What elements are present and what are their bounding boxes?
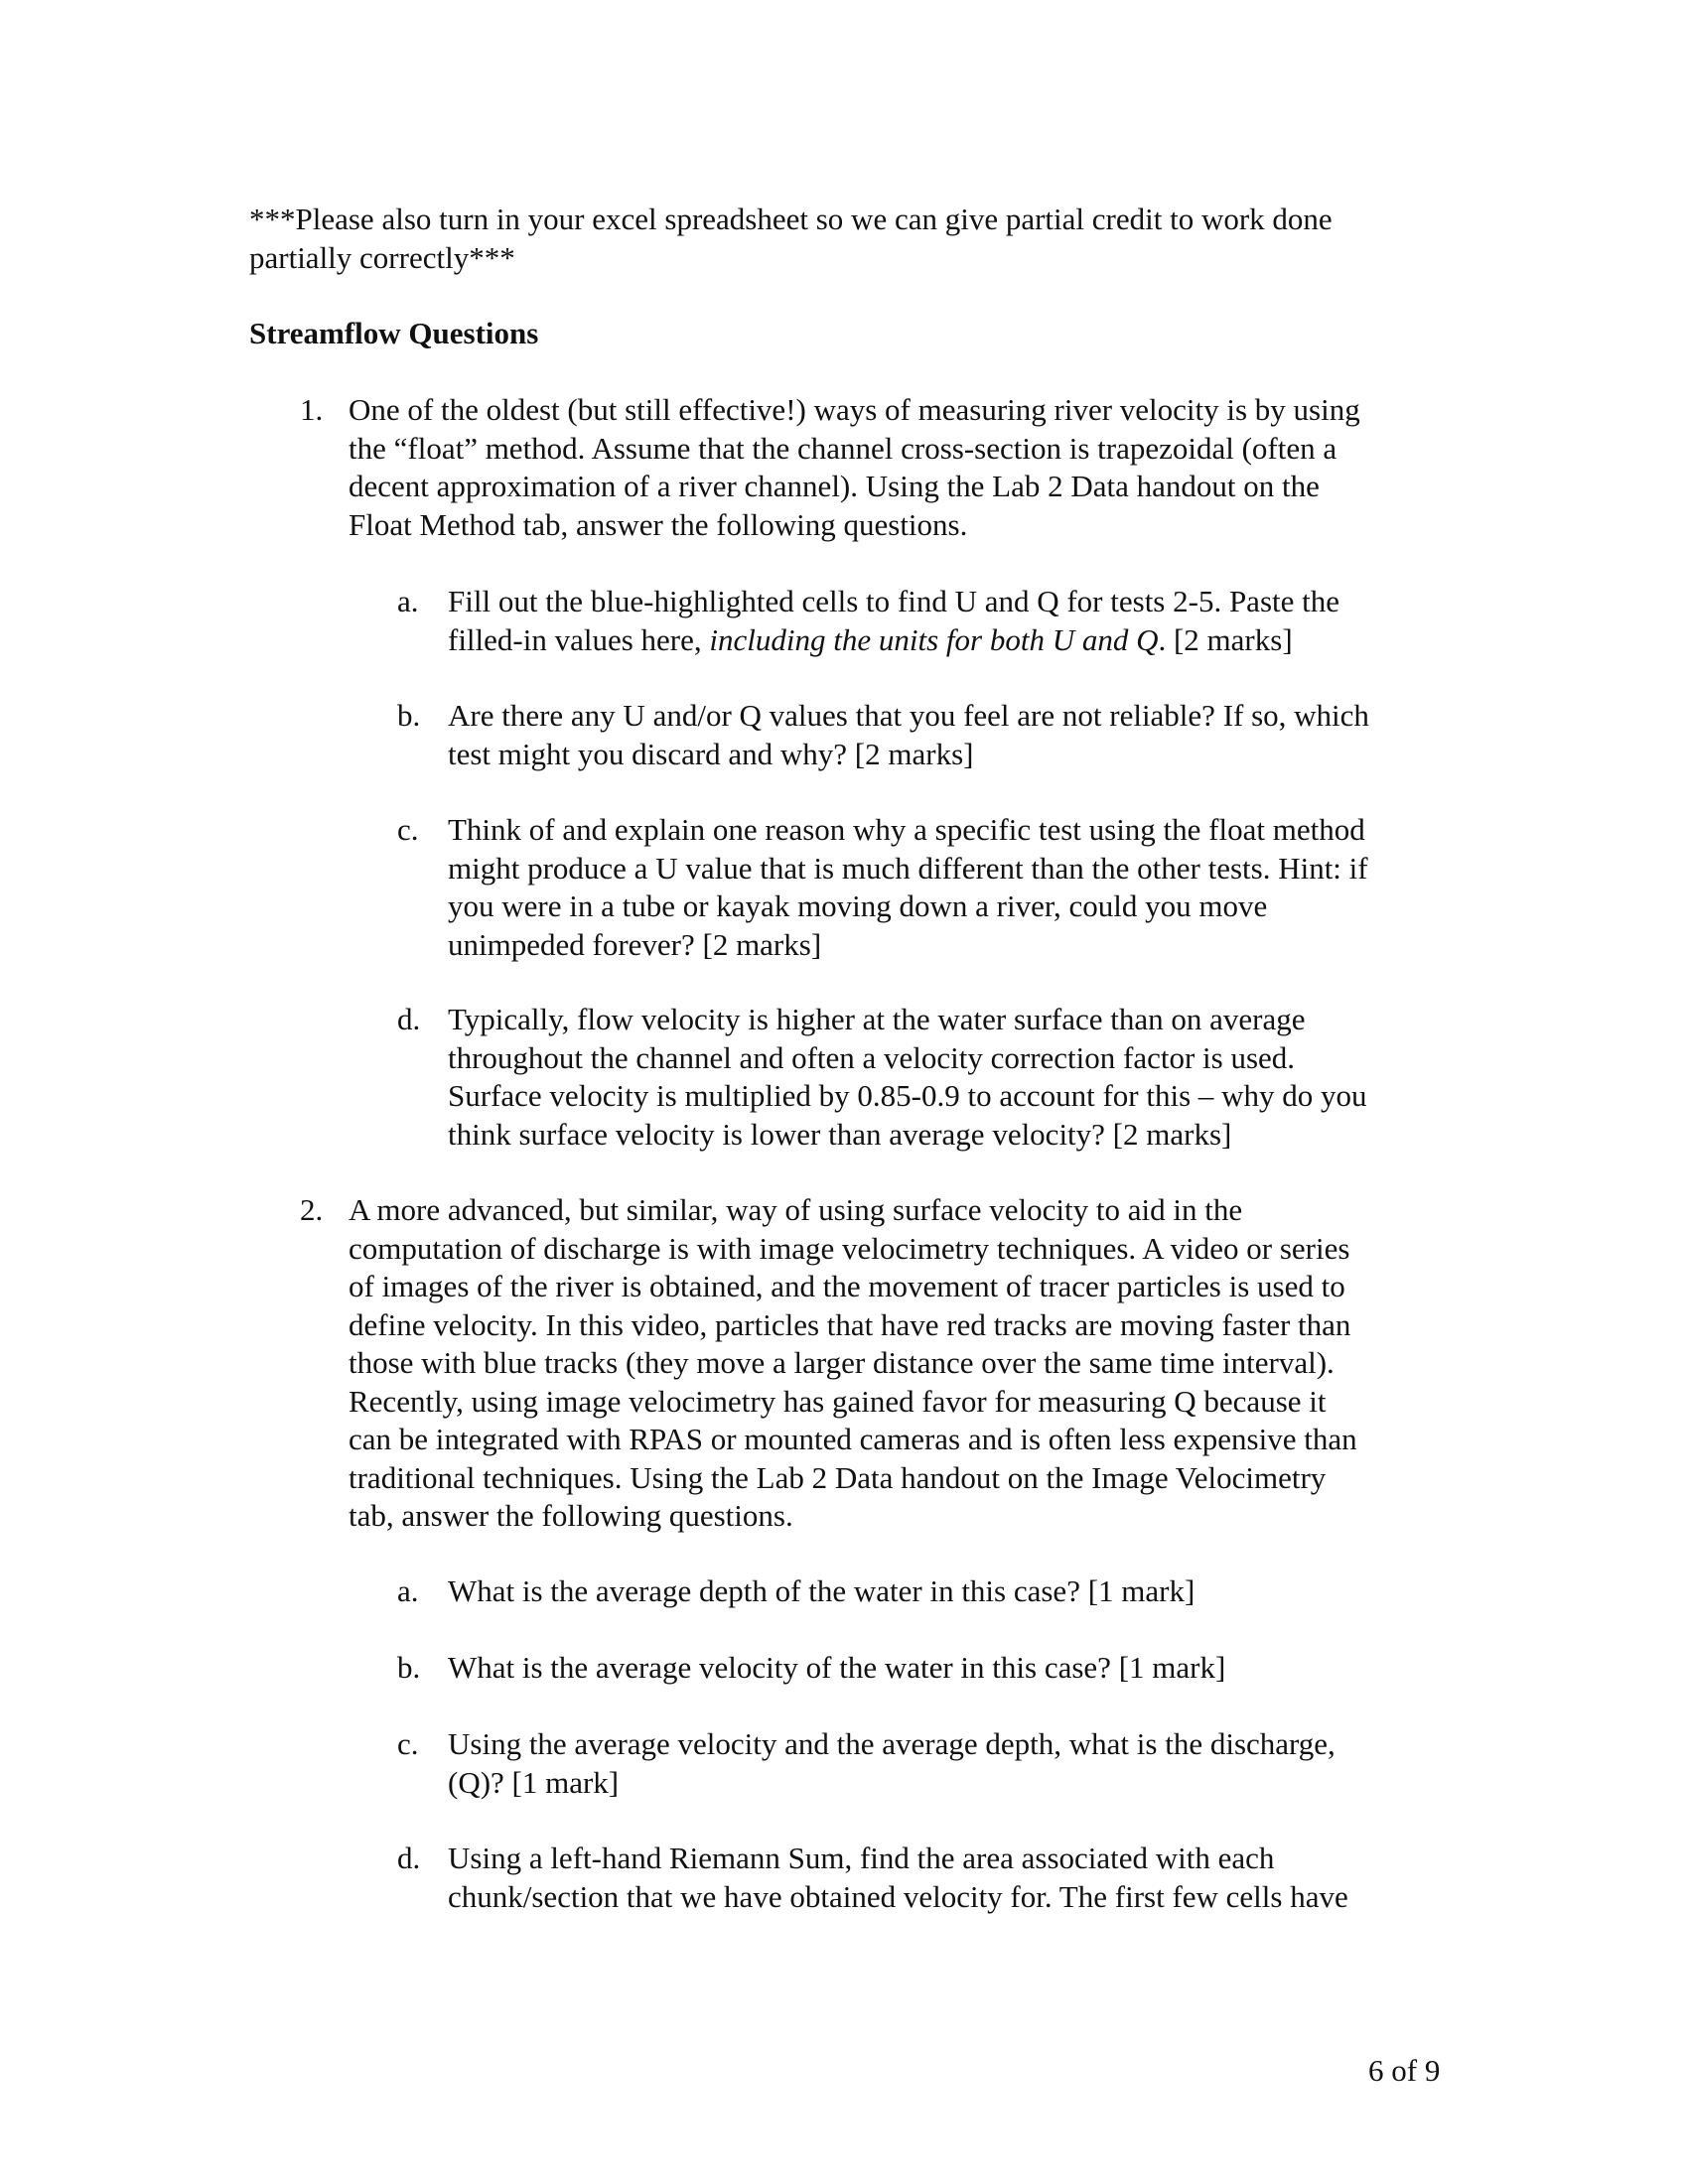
q2-line: can be integrated with RPAS or mounted cameras and is often less expensive than — [349, 1422, 1357, 1456]
q2a-letter: a. — [397, 1573, 419, 1608]
q2c-line: Using the average velocity and the average depth, what is the discharge, — [448, 1726, 1336, 1761]
q2d-line: Using a left-hand Riemann Sum, find the area associated with each — [448, 1841, 1275, 1875]
q1a-line-end: . [2 marks] — [1158, 621, 1293, 657]
q1d-line: Surface velocity is multiplied by 0.85-0.9 to account for this – why do you — [448, 1078, 1367, 1113]
q2b-line: What is the average velocity of the water in this case? [1 mark] — [448, 1650, 1226, 1685]
submission-note — [249, 201, 1480, 277]
q1d-line: think surface velocity is lower than average velocity? [2 marks] — [448, 1116, 1232, 1152]
q1c-line: you were in a tube or kayak moving down a river, could you move — [448, 888, 1268, 923]
q1c-line: unimpeded forever? [2 marks] — [448, 926, 822, 962]
q2-line: traditional techniques. Using the Lab 2 Data handout on the Image Velocimetry — [349, 1459, 1327, 1495]
q2b-text — [448, 1649, 1471, 1688]
page-number: 6 of 9 — [1368, 2053, 1441, 2088]
q2b-letter: b. — [397, 1650, 421, 1685]
q2-line: define velocity. In this video, particles that have red tracks are moving faster than — [349, 1306, 1351, 1342]
q1a-line-start: filled-in values here, — [448, 621, 710, 657]
q2-line: A more advanced, but similar, way of using surface velocity to aid in the — [349, 1192, 1243, 1227]
note-line-2: partially correctly*** — [249, 239, 515, 275]
q1d-line: Typically, flow velocity is higher at the water surface than on average — [448, 1002, 1306, 1036]
q2-line: those with blue tracks (they move a larger distance over the same time interval). — [349, 1345, 1335, 1380]
q1c-text — [448, 811, 1471, 964]
q1b-line: Are there any U and/or Q values that you feel are not reliable? If so, which — [448, 698, 1369, 733]
question-2-text — [349, 1191, 1461, 1536]
q2d-letter: d. — [397, 1841, 421, 1875]
q1a-line: Fill out the blue-highlighted cells to find U and Q for tests 2-5. Paste the — [448, 584, 1340, 618]
q1a-text — [448, 583, 1471, 659]
q1a-units-emphasis: including the units for both U and Q — [709, 621, 1159, 657]
q1-line: the “float” method. Assume that the channel cross-section is trapezoidal (often a — [349, 430, 1337, 466]
q2-line: computation of discharge is with image velocimetry techniques. A video or series — [349, 1230, 1350, 1266]
question-1-number: 1. — [300, 392, 324, 427]
q1-line: decent approximation of a river channel). Using the Lab 2 Data handout on the — [349, 469, 1320, 503]
q2c-text — [448, 1725, 1471, 1802]
q1a-line — [448, 621, 1471, 660]
q1c-letter: c. — [397, 812, 419, 847]
q1-line: Float Method tab, answer the following questions. — [349, 506, 968, 542]
q1b-letter: b. — [397, 698, 421, 733]
q1-line: One of the oldest (but still effective!) ways of measuring river velocity is by using — [349, 392, 1360, 427]
q2-line: of images of the river is obtained, and the movement of tracer particles is used to — [349, 1269, 1345, 1303]
q2c-letter: c. — [397, 1726, 419, 1761]
q2-line: tab, answer the following questions. — [349, 1498, 793, 1533]
q1b-line: test might you discard and why? [2 marks] — [448, 736, 974, 771]
q1c-line: might produce a U value that is much different than the other tests. Hint: if — [448, 850, 1368, 886]
q2a-line: What is the average depth of the water in this case? [1 mark] — [448, 1573, 1196, 1608]
q1a-letter: a. — [397, 584, 419, 618]
q2-line: Recently, using image velocimetry has gained favor for measuring Q because it — [349, 1383, 1327, 1419]
question-1-text — [349, 391, 1461, 544]
q2d-line: chunk/section that we have obtained velocity for. The first few cells have — [448, 1878, 1348, 1914]
q1d-line: throughout the channel and often a velocity correction factor is used. — [448, 1039, 1296, 1075]
q1d-letter: d. — [397, 1002, 421, 1036]
q1d-text — [448, 1001, 1471, 1154]
q1c-line: Think of and explain one reason why a specific test using the float method — [448, 812, 1365, 847]
q2a-text — [448, 1572, 1471, 1611]
question-2-number: 2. — [300, 1192, 324, 1227]
q2d-text — [448, 1840, 1471, 1916]
q2c-line: (Q)? [1 mark] — [448, 1764, 620, 1800]
section-heading: Streamflow Questions — [249, 316, 539, 350]
q1b-text — [448, 697, 1471, 773]
note-line-1: ***Please also turn in your excel spreadsheet so we can give partial credit to work done — [249, 202, 1333, 236]
